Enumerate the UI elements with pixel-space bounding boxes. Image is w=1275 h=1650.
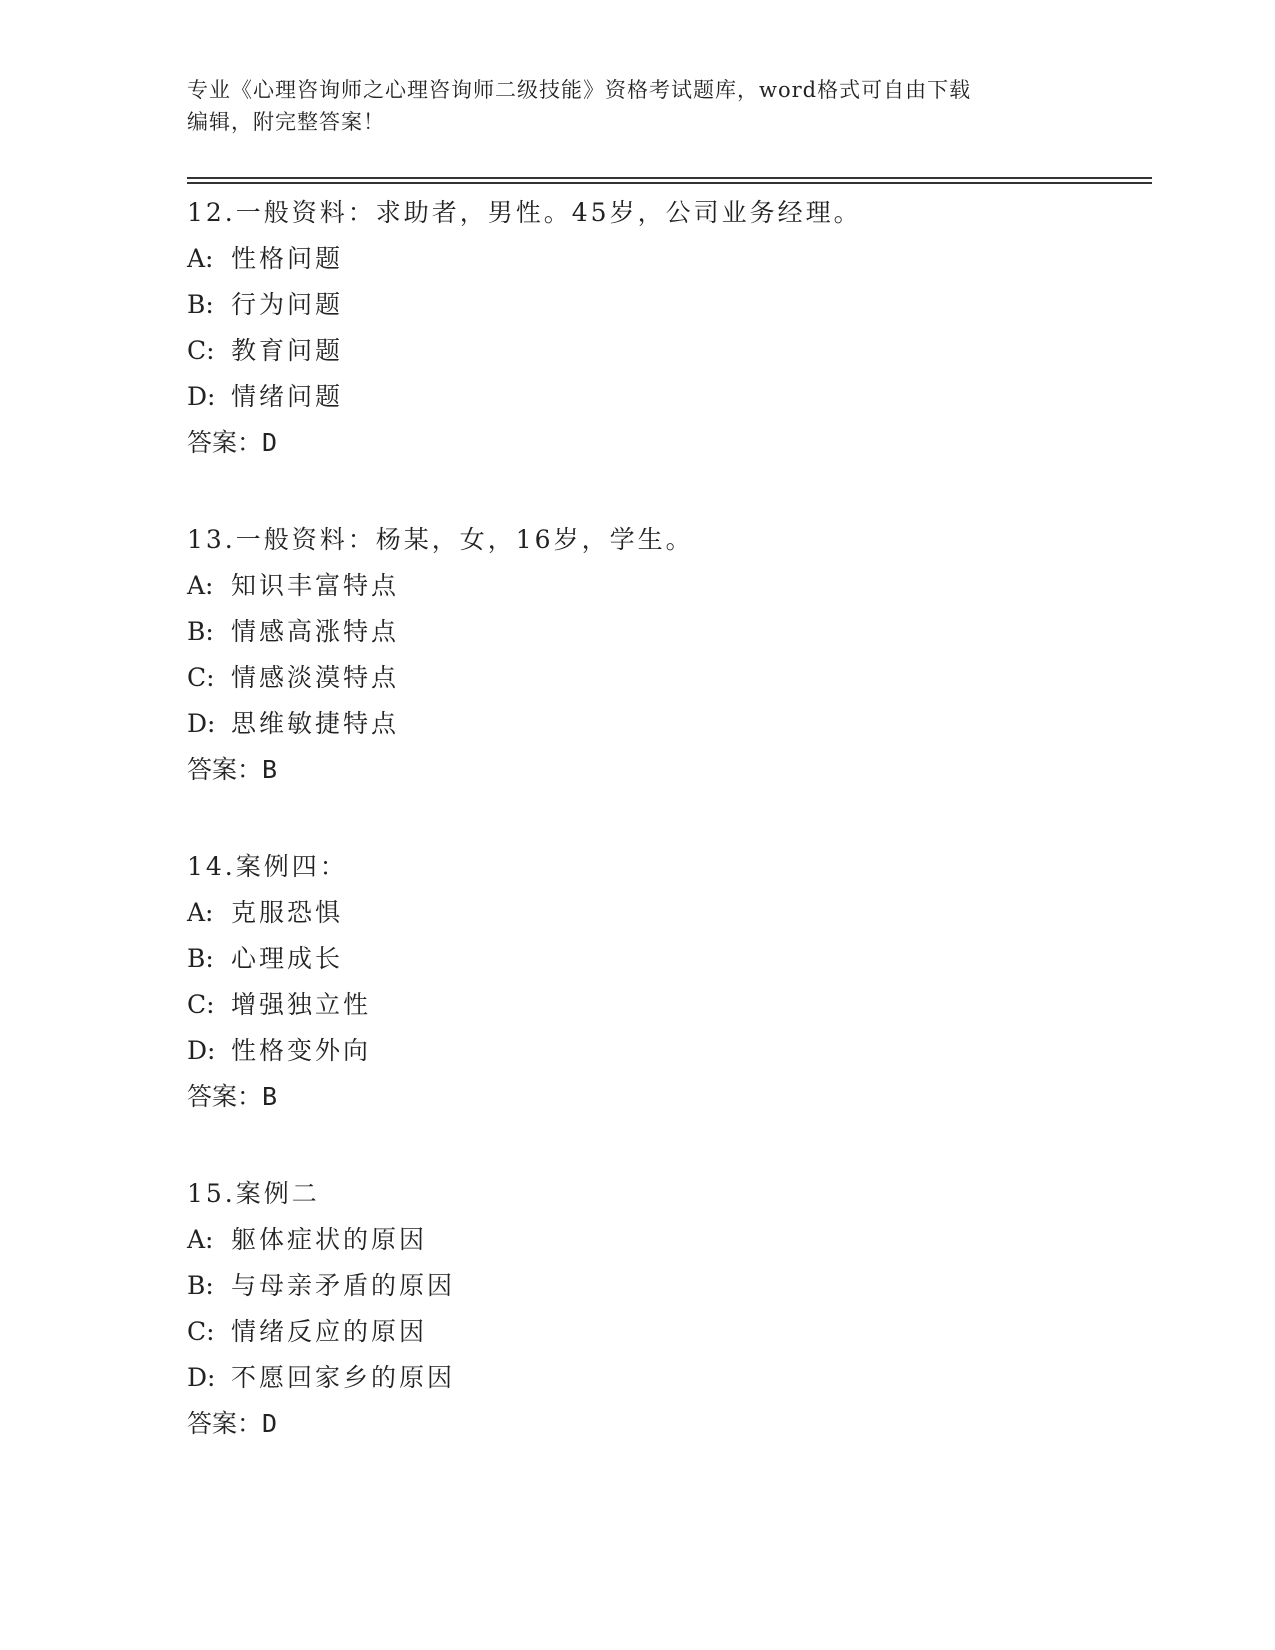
option-text: 情绪反应的原因 (231, 1317, 428, 1346)
option-text: 知识丰富特点 (231, 571, 400, 600)
option-d (187, 374, 1147, 420)
option-c (187, 1309, 1147, 1355)
question-stem: 12.一般资料：求助者，男性。45岁，公司业务经理。 (187, 198, 862, 227)
option-letter: C: (187, 663, 215, 692)
option-c (187, 982, 1147, 1028)
answer-label: 答案：B (187, 755, 278, 784)
option-letter: A: (187, 1225, 214, 1254)
header-divider-top (187, 177, 1152, 179)
option-letter: C: (187, 1317, 215, 1346)
option-letter: B: (187, 290, 214, 319)
option-letter: D: (187, 709, 216, 738)
option-text: 克服恐惧 (231, 898, 344, 927)
answer-label: 答案：D (187, 428, 278, 457)
option-letter: D: (187, 382, 216, 411)
question-12 (187, 190, 1147, 466)
option-text: 行为问题 (231, 290, 344, 319)
option-c (187, 328, 1147, 374)
option-b (187, 609, 1147, 655)
document-header (187, 74, 1087, 138)
question-list (187, 190, 1147, 1447)
header-line-1: 专业《心理咨询师之心理咨询师二级技能》资格考试题库，word格式可自由下载 (187, 78, 972, 102)
option-letter: A: (187, 898, 214, 927)
option-b (187, 936, 1147, 982)
question-13 (187, 517, 1147, 793)
option-letter: C: (187, 990, 215, 1019)
question-stem: 15.案例二 (187, 1179, 320, 1208)
option-letter: B: (187, 1271, 214, 1300)
option-a (187, 1217, 1147, 1263)
option-letter: B: (187, 944, 214, 973)
option-letter: A: (187, 244, 214, 273)
question-15 (187, 1171, 1147, 1447)
answer-label: 答案：D (187, 1409, 278, 1438)
option-letter: C: (187, 336, 215, 365)
option-text: 心理成长 (231, 944, 344, 973)
option-text: 情绪问题 (231, 382, 344, 411)
option-text: 情感高涨特点 (231, 617, 400, 646)
option-a (187, 236, 1147, 282)
option-a (187, 563, 1147, 609)
header-divider-bottom (187, 182, 1152, 184)
option-text: 教育问题 (231, 336, 344, 365)
header-line-2: 编辑，附完整答案！ (187, 110, 385, 134)
answer-label: 答案：B (187, 1082, 278, 1111)
option-d (187, 1355, 1147, 1401)
option-text: 情感淡漠特点 (231, 663, 400, 692)
option-letter: D: (187, 1363, 216, 1392)
option-text: 性格变外向 (231, 1036, 372, 1065)
option-text: 性格问题 (231, 244, 344, 273)
option-letter: B: (187, 617, 214, 646)
option-text: 增强独立性 (231, 990, 372, 1019)
option-b (187, 282, 1147, 328)
option-text: 与母亲矛盾的原因 (231, 1271, 456, 1300)
question-14 (187, 844, 1147, 1120)
option-a (187, 890, 1147, 936)
option-d (187, 701, 1147, 747)
option-text: 躯体症状的原因 (231, 1225, 428, 1254)
option-letter: D: (187, 1036, 216, 1065)
option-text: 思维敏捷特点 (231, 709, 400, 738)
question-stem: 14.案例四： (187, 852, 348, 881)
option-letter: A: (187, 571, 214, 600)
question-stem: 13.一般资料：杨某，女，16岁，学生。 (187, 525, 694, 554)
option-c (187, 655, 1147, 701)
option-b (187, 1263, 1147, 1309)
option-text: 不愿回家乡的原因 (231, 1363, 456, 1392)
option-d (187, 1028, 1147, 1074)
